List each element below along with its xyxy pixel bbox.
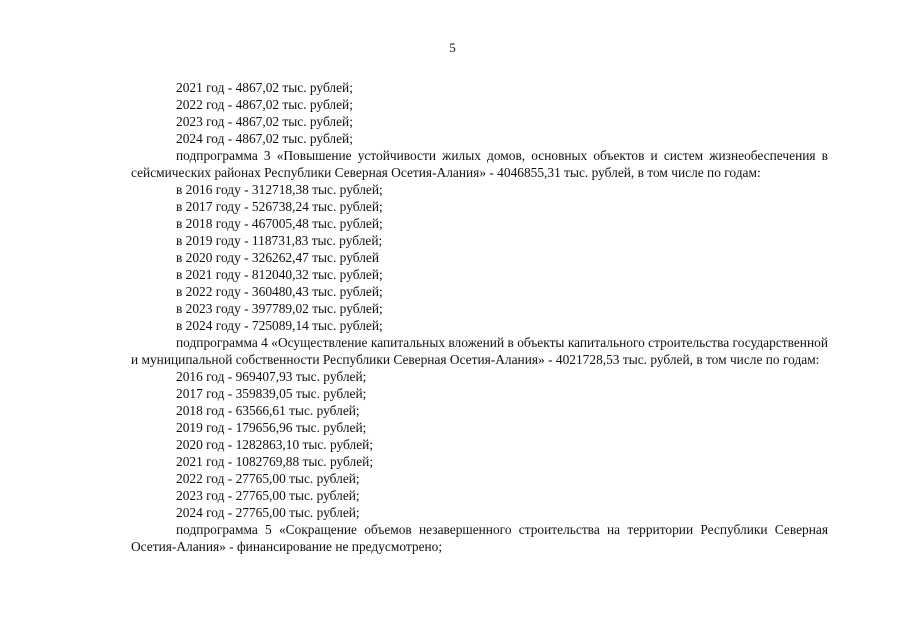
budget-line: 2020 год - 1282863,10 тыс. рублей; xyxy=(176,437,374,452)
budget-line: 2021 год - 4867,02 тыс. рублей; xyxy=(176,80,353,95)
budget-line: 2022 год - 27765,00 тыс. рублей; xyxy=(176,471,360,486)
subprogram-3-paragraph: подпрограмма 3 «Повышение устойчивости жилых домов, основных объектов и систем жизнеобеспечения в сейсмических районах Республики Северная Осетия-Алания» - 4046855,31 тыс. рублей, в том числе по годам: xyxy=(131,148,828,180)
budget-line: в 2024 году - 725089,14 тыс. рублей; xyxy=(176,318,383,333)
budget-line: 2023 год - 4867,02 тыс. рублей; xyxy=(176,114,353,129)
budget-line: в 2021 году - 812040,32 тыс. рублей; xyxy=(176,267,383,282)
budget-line: в 2023 году - 397789,02 тыс. рублей; xyxy=(176,301,383,316)
document-body xyxy=(131,79,828,555)
budget-line: в 2022 году - 360480,43 тыс. рублей; xyxy=(176,284,383,299)
budget-line: в 2020 году - 326262,47 тыс. рублей xyxy=(176,250,379,265)
budget-line: в 2018 году - 467005,48 тыс. рублей; xyxy=(176,216,383,231)
budget-line: в 2019 году - 118731,83 тыс. рублей; xyxy=(176,233,383,248)
budget-line: 2024 год - 4867,02 тыс. рублей; xyxy=(176,131,353,146)
budget-line: 2023 год - 27765,00 тыс. рублей; xyxy=(176,488,360,503)
budget-line: 2021 год - 1082769,88 тыс. рублей; xyxy=(176,454,374,469)
budget-line: 2018 год - 63566,61 тыс. рублей; xyxy=(176,403,360,418)
subprogram-5-paragraph: подпрограмма 5 «Сокращение объемов незавершенного строительства на территории Республики Северная Осетия-Алания» - финансирование не предусмотрено; xyxy=(131,522,828,554)
budget-line: 2024 год - 27765,00 тыс. рублей; xyxy=(176,505,360,520)
budget-line: в 2017 году - 526738,24 тыс. рублей; xyxy=(176,199,383,214)
budget-line: 2017 год - 359839,05 тыс. рублей; xyxy=(176,386,367,401)
budget-line: 2022 год - 4867,02 тыс. рублей; xyxy=(176,97,353,112)
subprogram-4-paragraph: подпрограмма 4 «Осуществление капитальных вложений в объекты капитального строительства государственной и муниципальной собственности Республики Северная Осетия-Алания» - 4021728,53 тыс. рублей, в том числе по годам: xyxy=(131,335,828,367)
budget-line: 2016 год - 969407,93 тыс. рублей; xyxy=(176,369,367,384)
page-number: 5 xyxy=(449,40,456,55)
budget-line: 2019 год - 179656,96 тыс. рублей; xyxy=(176,420,367,435)
budget-line: в 2016 году - 312718,38 тыс. рублей; xyxy=(176,182,383,197)
